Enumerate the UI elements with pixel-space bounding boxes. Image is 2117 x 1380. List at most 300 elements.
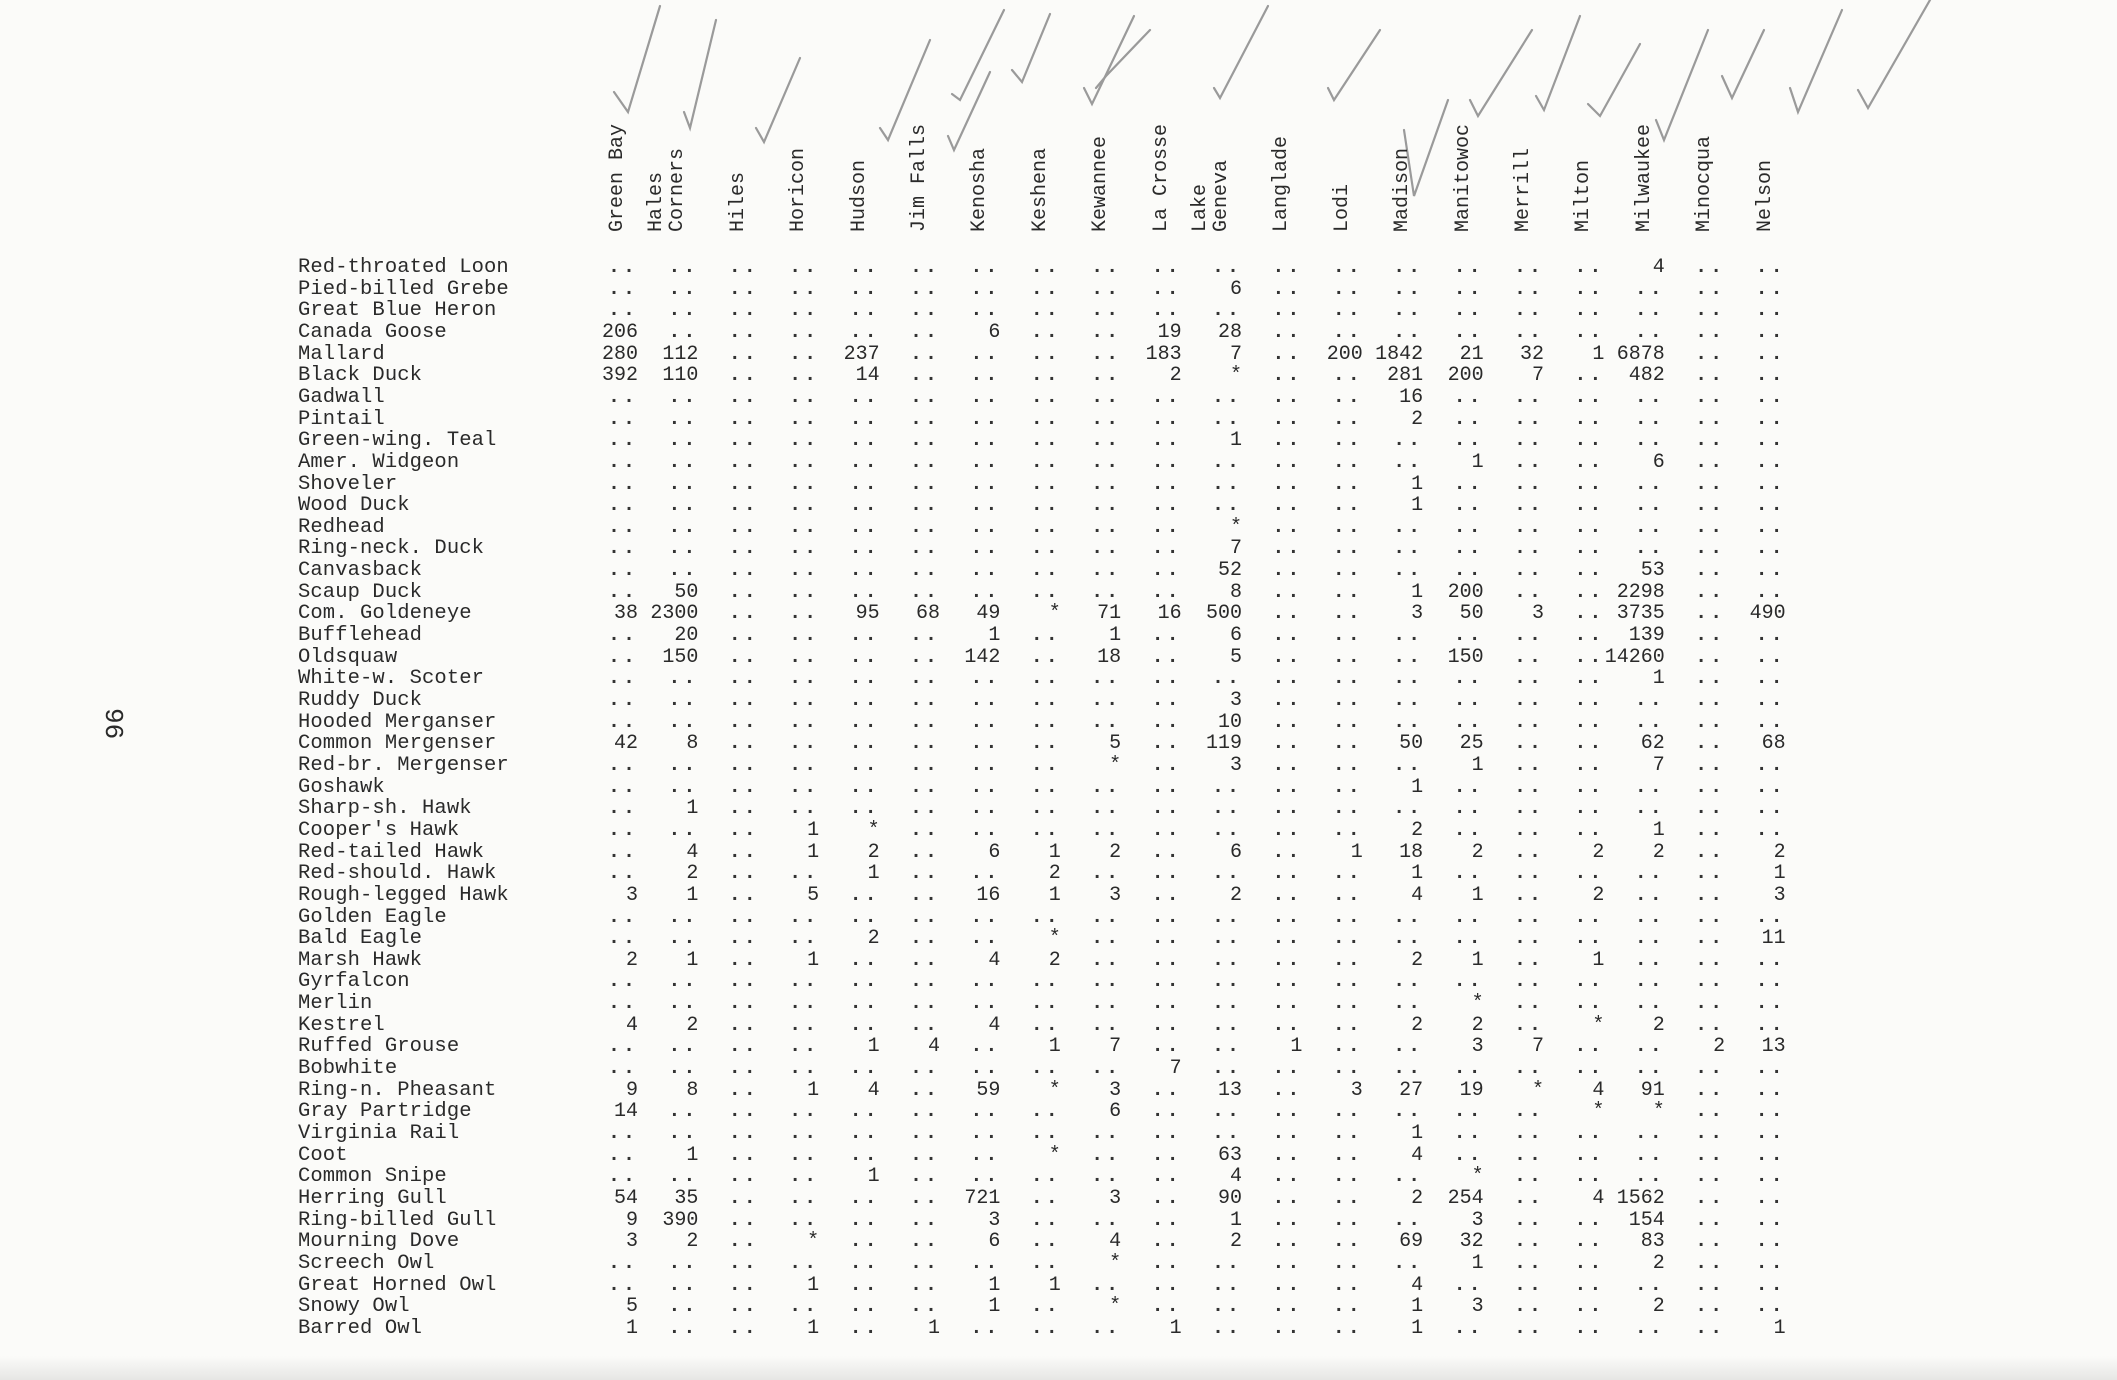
count-cell: ..: [789, 1122, 820, 1145]
species-name: Wood Duck: [298, 494, 410, 518]
count-cell: ..: [1332, 1100, 1363, 1124]
count-cell: ..: [1634, 710, 1665, 734]
checkmark-icon: [1790, 10, 1842, 112]
species-name: Bobwhite: [298, 1057, 398, 1081]
count-cell: 3: [1109, 1078, 1122, 1102]
count-cell: ..: [909, 1122, 940, 1145]
count-cell: ..: [1695, 883, 1726, 907]
count-cell: 10: [1217, 710, 1242, 734]
count-cell: ..: [1513, 1057, 1544, 1081]
count-cell: ..: [728, 797, 759, 821]
count-cell: ..: [1453, 1122, 1484, 1145]
count-cell: ..: [1211, 992, 1242, 1016]
count-cell: ..: [1453, 970, 1484, 994]
count-cell: ..: [728, 970, 759, 994]
count-cell: ..: [970, 429, 1001, 453]
count-cell: ..: [1755, 515, 1786, 539]
count-cell: ..: [607, 1273, 638, 1297]
count-cell: ..: [1030, 277, 1061, 301]
species-name: Cooper's Hawk: [298, 818, 460, 842]
count-cell: ..: [1574, 624, 1605, 648]
count-cell: ..: [1272, 429, 1303, 453]
count-cell: ..: [1151, 645, 1182, 669]
count-cell: ..: [1574, 559, 1605, 583]
count-cell: ..: [607, 905, 638, 929]
count-cell: ..: [1695, 1078, 1726, 1102]
count-cell: ..: [1513, 818, 1544, 842]
count-cell: 254: [1447, 1186, 1484, 1210]
count-cell: *: [1592, 1100, 1605, 1124]
count-cell: ..: [1695, 970, 1726, 994]
count-cell: ..: [728, 472, 759, 496]
count-cell: ..: [1030, 797, 1061, 821]
count-cell: ..: [1634, 515, 1665, 539]
count-cell: ..: [789, 1165, 820, 1189]
count-cell: ..: [849, 1013, 880, 1037]
count-cell: ..: [728, 256, 759, 279]
count-cell: ..: [970, 1316, 1001, 1340]
count-cell: ..: [1695, 364, 1726, 388]
count-cell: ..: [1393, 1251, 1424, 1275]
count-cell: ..: [909, 1165, 940, 1189]
count-cell: 19: [1157, 320, 1182, 344]
count-cell: ..: [1513, 1100, 1544, 1124]
species-name: Rough-legged Hawk: [298, 883, 509, 907]
count-cell: ..: [1755, 1143, 1786, 1167]
count-cell: 112: [662, 342, 699, 366]
count-cell: ..: [1634, 775, 1665, 799]
count-cell: ..: [728, 732, 759, 756]
count-cell: ..: [1755, 624, 1786, 648]
count-cell: ..: [789, 580, 820, 604]
count-cell: 280: [601, 342, 638, 366]
count-cell: ..: [789, 927, 820, 951]
count-cell: 1: [867, 1035, 880, 1059]
count-cell: 6878: [1616, 342, 1665, 366]
count-cell: ..: [728, 1057, 759, 1081]
count-cell: ..: [1634, 494, 1665, 518]
count-cell: ..: [1393, 927, 1424, 951]
count-cell: *: [1229, 364, 1242, 388]
count-cell: ..: [1151, 1035, 1182, 1059]
count-cell: 4: [1592, 1186, 1605, 1210]
count-cell: ..: [1332, 1186, 1363, 1210]
count-cell: ..: [1332, 429, 1363, 453]
count-cell: ..: [1695, 1013, 1726, 1037]
count-cell: ..: [1695, 515, 1726, 539]
count-cell: ..: [607, 840, 638, 864]
count-cell: ..: [849, 385, 880, 409]
count-cell: ..: [1091, 580, 1122, 604]
count-cell: ..: [1755, 537, 1786, 561]
count-cell: ..: [909, 1186, 940, 1210]
count-cell: ..: [1332, 1251, 1363, 1275]
location-header-label: Lodi: [1330, 183, 1354, 232]
count-cell: ..: [1453, 407, 1484, 431]
count-cell: ..: [1030, 1295, 1061, 1319]
count-cell: ..: [1272, 948, 1303, 972]
count-cell: 1: [1411, 494, 1424, 518]
count-cell: ..: [607, 710, 638, 734]
count-cell: ..: [970, 1035, 1001, 1059]
count-cell: ..: [789, 515, 820, 539]
count-cell: ..: [1574, 1165, 1605, 1189]
count-cell: ..: [1091, 299, 1122, 323]
count-cell: *: [1471, 992, 1484, 1016]
count-cell: ..: [1755, 385, 1786, 409]
count-cell: ..: [728, 1035, 759, 1059]
count-cell: ..: [1030, 1165, 1061, 1189]
count-cell: ..: [1695, 299, 1726, 323]
location-header-label: Jim Falls: [908, 123, 931, 232]
count-cell: 13: [1217, 1078, 1242, 1102]
count-cell: ..: [1755, 277, 1786, 301]
count-cell: ..: [1211, 1035, 1242, 1059]
count-cell: ..: [1453, 1100, 1484, 1124]
count-cell: 54: [613, 1186, 638, 1210]
count-cell: ..: [849, 256, 880, 279]
species-name: Barred Owl: [298, 1316, 423, 1340]
count-cell: 1: [807, 840, 820, 864]
count-cell: 16: [1157, 602, 1182, 626]
count-cell: ..: [1272, 515, 1303, 539]
count-cell: ..: [1151, 1208, 1182, 1232]
count-cell: ..: [1634, 1143, 1665, 1167]
count-cell: ..: [970, 559, 1001, 583]
count-cell: ..: [909, 407, 940, 431]
count-cell: 4: [1592, 1078, 1605, 1102]
count-cell: 14: [855, 364, 880, 388]
count-cell: ..: [1453, 472, 1484, 496]
count-cell: ..: [1755, 1273, 1786, 1297]
count-cell: 206: [601, 320, 638, 344]
count-cell: ..: [1030, 1251, 1061, 1275]
count-cell: ..: [849, 753, 880, 777]
count-cell: ..: [1151, 299, 1182, 323]
count-cell: ..: [1272, 1100, 1303, 1124]
count-cell: ..: [1272, 1230, 1303, 1254]
count-cell: 50: [1459, 602, 1484, 626]
count-cell: ..: [1272, 299, 1303, 323]
count-cell: 2300: [650, 602, 699, 626]
count-cell: ..: [1695, 1165, 1726, 1189]
count-cell: ..: [909, 1143, 940, 1167]
count-cell: 3: [1773, 883, 1786, 907]
count-cell: 83: [1640, 1230, 1665, 1254]
count-cell: ..: [1574, 1122, 1605, 1145]
count-cell: ..: [1574, 992, 1605, 1016]
count-cell: ..: [1634, 1165, 1665, 1189]
count-cell: ..: [668, 299, 699, 323]
count-cell: ..: [1211, 667, 1242, 691]
count-cell: ..: [1272, 710, 1303, 734]
count-cell: 1: [807, 1316, 820, 1340]
count-cell: ..: [789, 862, 820, 886]
count-cell: ..: [1574, 689, 1605, 712]
species-name: Great Blue Heron: [298, 299, 497, 323]
count-cell: ..: [909, 537, 940, 561]
count-cell: 69: [1399, 1230, 1424, 1254]
count-cell: 9: [625, 1208, 638, 1232]
count-cell: ..: [1453, 689, 1484, 712]
count-cell: ..: [1030, 342, 1061, 366]
count-cell: ..: [1695, 1208, 1726, 1232]
count-cell: 8: [686, 732, 699, 756]
count-cell: 1: [1773, 1316, 1786, 1340]
location-header-label: Merrill: [1512, 147, 1535, 232]
count-cell: 2: [1411, 818, 1424, 842]
count-cell: ..: [1574, 1251, 1605, 1275]
count-cell: ..: [1332, 320, 1363, 344]
count-cell: ..: [1332, 732, 1363, 756]
species-name: Kestrel: [298, 1013, 385, 1037]
count-cell: ..: [1695, 753, 1726, 777]
count-cell: ..: [1091, 364, 1122, 388]
count-cell: ..: [728, 1100, 759, 1124]
count-cell: ..: [1272, 905, 1303, 929]
count-cell: ..: [668, 494, 699, 518]
species-name: Green-wing. Teal: [298, 429, 497, 453]
count-cell: 721: [964, 1186, 1001, 1210]
count-cell: ..: [1453, 537, 1484, 561]
count-cell: 2: [686, 1013, 699, 1037]
count-cell: ..: [1332, 299, 1363, 323]
count-cell: ..: [909, 840, 940, 864]
count-cell: ..: [1151, 624, 1182, 648]
count-cell: ..: [1453, 299, 1484, 323]
count-cell: ..: [1272, 1122, 1303, 1145]
count-cell: ..: [970, 1165, 1001, 1189]
count-cell: ..: [1151, 1143, 1182, 1167]
count-cell: ..: [849, 1057, 880, 1081]
count-cell: ..: [728, 992, 759, 1016]
count-cell: ..: [970, 1122, 1001, 1145]
count-cell: 71: [1097, 602, 1122, 626]
count-cell: ..: [607, 1057, 638, 1081]
count-cell: ..: [970, 515, 1001, 539]
count-cell: ..: [1755, 1165, 1786, 1189]
count-cell: ..: [909, 818, 940, 842]
count-cell: ..: [1211, 970, 1242, 994]
count-cell: ..: [668, 775, 699, 799]
count-cell: ..: [1755, 905, 1786, 929]
count-cell: ..: [1211, 818, 1242, 842]
count-cell: ..: [668, 1165, 699, 1189]
checkmark-icon: [1536, 16, 1580, 110]
count-cell: ..: [1393, 667, 1424, 691]
count-cell: ..: [1574, 797, 1605, 821]
location-header-label: Lake Geneva: [1189, 159, 1233, 232]
count-cell: *: [1592, 1013, 1605, 1037]
count-cell: ..: [1091, 667, 1122, 691]
count-cell: 6: [1229, 277, 1242, 301]
count-cell: ..: [1574, 732, 1605, 756]
count-cell: ..: [1695, 1122, 1726, 1145]
count-cell: *: [1109, 753, 1122, 777]
count-cell: ..: [728, 645, 759, 669]
count-cell: ..: [1151, 862, 1182, 886]
species-name: Ruddy Duck: [298, 689, 423, 712]
count-cell: ..: [668, 818, 699, 842]
count-cell: ..: [789, 797, 820, 821]
location-header: [1748, 100, 1818, 232]
count-cell: ..: [1091, 537, 1122, 561]
count-cell: ..: [970, 992, 1001, 1016]
species-name: Goshawk: [298, 775, 385, 799]
count-cell: ..: [970, 1143, 1001, 1167]
count-cell: ..: [1393, 1165, 1424, 1189]
count-cell: ..: [1574, 1230, 1605, 1254]
count-cell: 6: [988, 1230, 1001, 1254]
count-cell: ..: [1091, 1273, 1122, 1297]
count-cell: ..: [970, 970, 1001, 994]
count-cell: 2: [1652, 1251, 1665, 1275]
count-cell: ..: [1332, 624, 1363, 648]
count-cell: ..: [1755, 992, 1786, 1016]
species-name: Hooded Merganser: [298, 710, 497, 734]
count-cell: ..: [1453, 710, 1484, 734]
count-cell: 1: [686, 883, 699, 907]
count-cell: 1: [1350, 840, 1363, 864]
count-cell: ..: [909, 689, 940, 712]
count-cell: ..: [1393, 970, 1424, 994]
count-cell: 1: [1471, 883, 1484, 907]
count-cell: ..: [1151, 883, 1182, 907]
count-cell: ..: [909, 1013, 940, 1037]
count-cell: ..: [789, 559, 820, 583]
count-cell: ..: [1453, 559, 1484, 583]
count-cell: 3: [1229, 689, 1242, 712]
count-cell: ..: [789, 494, 820, 518]
count-cell: 1: [1411, 1295, 1424, 1319]
count-cell: ..: [607, 277, 638, 301]
count-cell: ..: [1151, 1013, 1182, 1037]
count-cell: 3: [625, 883, 638, 907]
count-cell: ..: [728, 1078, 759, 1102]
count-cell: ..: [1695, 342, 1726, 366]
count-cell: ..: [1091, 1316, 1122, 1340]
count-cell: ..: [1634, 299, 1665, 323]
count-cell: ..: [849, 1230, 880, 1254]
count-cell: ..: [1030, 1208, 1061, 1232]
count-cell: ..: [789, 1057, 820, 1081]
count-cell: 8: [686, 1078, 699, 1102]
count-cell: ..: [1272, 732, 1303, 756]
count-cell: ..: [849, 667, 880, 691]
count-cell: ..: [1574, 1316, 1605, 1340]
count-cell: ..: [1211, 862, 1242, 886]
count-cell: ..: [1513, 992, 1544, 1016]
count-cell: ..: [1332, 407, 1363, 431]
count-cell: 7: [1169, 1057, 1182, 1081]
count-cell: ..: [1030, 732, 1061, 756]
species-name: Pied-billed Grebe: [298, 277, 509, 301]
count-cell: ..: [1151, 385, 1182, 409]
count-cell: ..: [668, 277, 699, 301]
count-cell: 1: [1411, 1122, 1424, 1145]
count-cell: ..: [970, 450, 1001, 474]
species-name: Gyrfalcon: [298, 970, 410, 994]
species-name: Great Horned Owl: [298, 1273, 497, 1297]
count-cell: ..: [1151, 450, 1182, 474]
count-cell: ..: [1091, 277, 1122, 301]
count-cell: ..: [1695, 710, 1726, 734]
count-cell: 1: [1411, 775, 1424, 799]
count-cell: 4: [1411, 1143, 1424, 1167]
count-cell: ..: [1211, 775, 1242, 799]
count-cell: ..: [1695, 472, 1726, 496]
count-cell: ..: [1453, 624, 1484, 648]
count-cell: ..: [1151, 710, 1182, 734]
count-cell: ..: [1695, 1295, 1726, 1319]
count-cell: ..: [607, 1251, 638, 1275]
count-cell: ..: [728, 1013, 759, 1037]
count-cell: ..: [1513, 429, 1544, 453]
count-cell: ..: [1695, 905, 1726, 929]
count-cell: 1: [1652, 818, 1665, 842]
count-cell: 1: [1048, 1273, 1061, 1297]
count-cell: 16: [1399, 385, 1424, 409]
count-cell: 1: [1471, 753, 1484, 777]
count-cell: 1: [927, 1316, 940, 1340]
count-cell: 1: [1048, 840, 1061, 864]
species-name: Golden Eagle: [298, 905, 447, 929]
count-cell: ..: [849, 992, 880, 1016]
count-cell: 2: [1652, 840, 1665, 864]
count-cell: ..: [1393, 797, 1424, 821]
count-cell: ..: [1755, 1013, 1786, 1037]
checkmark-icon: [1012, 14, 1050, 82]
count-cell: ..: [789, 1013, 820, 1037]
species-name: Red-throated Loon: [298, 256, 509, 279]
count-cell: ..: [728, 1316, 759, 1340]
count-cell: ..: [909, 883, 940, 907]
count-cell: ..: [909, 1295, 940, 1319]
count-cell: ..: [909, 429, 940, 453]
count-cell: *: [1652, 1100, 1665, 1124]
count-cell: ..: [1695, 645, 1726, 669]
count-cell: ..: [1151, 407, 1182, 431]
count-cell: 6: [988, 840, 1001, 864]
count-cell: 2: [1048, 862, 1061, 886]
species-name: Redhead: [298, 515, 385, 539]
count-cell: ..: [1030, 256, 1061, 279]
count-cell: ..: [1755, 775, 1786, 799]
count-cell: ..: [1151, 472, 1182, 496]
count-cell: ..: [1030, 818, 1061, 842]
count-cell: ..: [668, 1122, 699, 1145]
count-cell: ..: [728, 342, 759, 366]
count-cell: ..: [668, 450, 699, 474]
count-cell: ..: [970, 299, 1001, 323]
count-cell: ..: [1091, 559, 1122, 583]
count-cell: ..: [607, 580, 638, 604]
checkmark-icon: [614, 6, 660, 112]
count-cell: ..: [1695, 840, 1726, 864]
count-cell: ..: [1211, 927, 1242, 951]
count-cell: ..: [789, 624, 820, 648]
count-cell: 1: [686, 797, 699, 821]
count-cell: ..: [1151, 775, 1182, 799]
count-cell: ..: [1634, 797, 1665, 821]
species-name: Scaup Duck: [298, 580, 423, 604]
count-cell: ..: [1151, 753, 1182, 777]
count-cell: 1: [867, 1165, 880, 1189]
count-cell: ..: [1634, 862, 1665, 886]
count-cell: ..: [789, 905, 820, 929]
count-cell: ..: [1091, 1057, 1122, 1081]
count-cell: ..: [1574, 602, 1605, 626]
